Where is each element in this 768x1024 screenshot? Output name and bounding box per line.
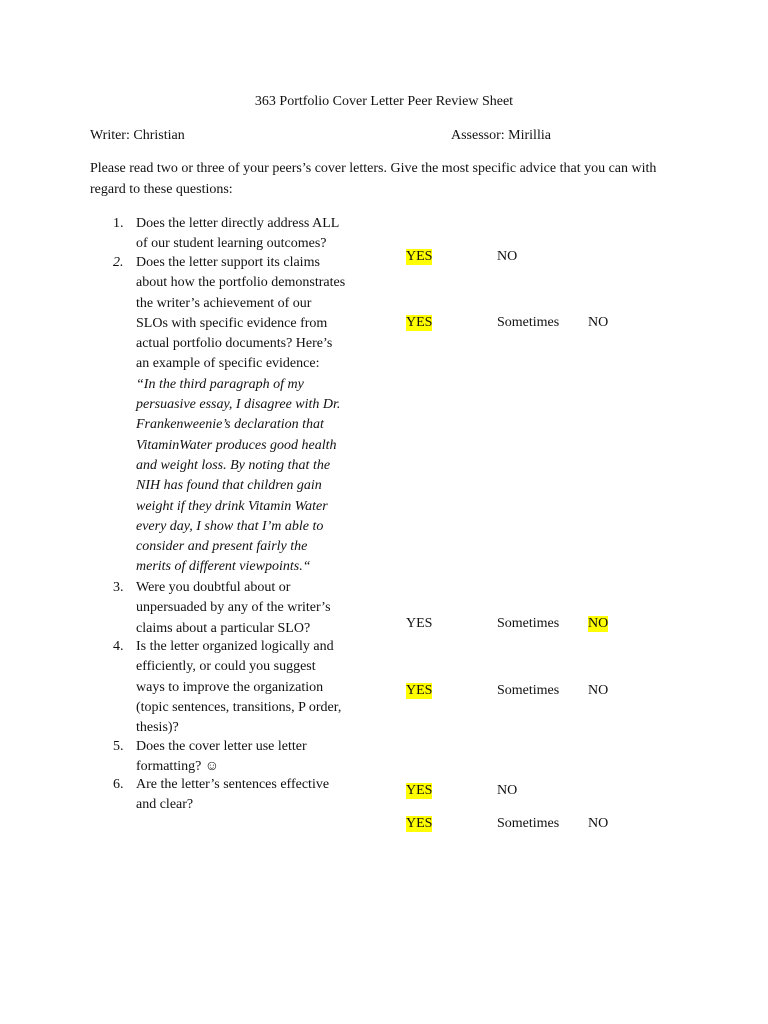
question-number: 3. (113, 580, 124, 595)
question-line: of our student learning outcomes? (136, 236, 327, 252)
question-line: Does the cover letter use letter (136, 739, 307, 754)
question-line: Were you doubtful about or (136, 580, 291, 595)
answer-option[interactable]: NO (588, 683, 609, 698)
question-line: (topic sentences, transitions, P order, (136, 699, 342, 715)
assessor-label: Assessor: Mirillia (451, 128, 551, 143)
question-line: ways to improve the organization (136, 679, 324, 695)
example-line: persuasive essay, I disagree with Dr. (136, 397, 341, 413)
answer-option[interactable]: Sometimes (497, 816, 560, 831)
answer-option-selected[interactable]: NO (588, 616, 609, 631)
example-line: and weight loss. By noting that the (136, 457, 331, 473)
answer-option[interactable]: Sometimes (497, 616, 560, 631)
writer-label: Writer: Christian (90, 128, 185, 143)
question-number: 5. (113, 739, 124, 754)
question-6 (113, 775, 358, 816)
answer-option-selected[interactable]: YES (406, 315, 433, 330)
question-line: Does the letter support its claims (136, 255, 320, 270)
question-line: and clear? (136, 797, 194, 813)
question-line: an example of specific evidence: (136, 356, 320, 372)
question-2 (113, 253, 358, 578)
answer-option-selected[interactable]: YES (406, 816, 433, 831)
answer-option[interactable]: Sometimes (497, 683, 560, 698)
question-3 (113, 578, 358, 639)
instructions-paragraph: Please read two or three of your peers’s cover letters. Give the most specific advice that you can with regard to these questions: (90, 161, 657, 197)
answer-option[interactable]: Sometimes (497, 315, 560, 330)
answer-option[interactable]: NO (588, 315, 609, 330)
question-number: 4. (113, 639, 124, 654)
question-1 (113, 214, 358, 255)
question-line: the writer’s achievement of our (136, 295, 312, 311)
question-line: about how the portfolio demonstrates (136, 275, 346, 291)
answer-option[interactable]: NO (588, 816, 609, 831)
question-line: SLOs with specific evidence from (136, 315, 328, 331)
answer-option[interactable]: YES (406, 616, 433, 631)
page-title: 363 Portfolio Cover Letter Peer Review Sheet (254, 94, 514, 109)
question-line: actual portfolio documents? Here’s (136, 336, 333, 352)
example-line: every day, I show that I’m able to (136, 518, 324, 534)
question-line: thesis)? (136, 720, 179, 736)
question-line: claims about a particular SLO? (136, 620, 311, 636)
example-line: “In the third paragraph of my (136, 376, 304, 392)
question-4 (113, 637, 358, 738)
question-line: formatting? ☺ (136, 759, 220, 775)
answer-option[interactable]: NO (497, 249, 518, 264)
answer-option-selected[interactable]: YES (406, 783, 433, 798)
question-line: unpersuaded by any of the writer’s (136, 600, 331, 616)
answer-option[interactable]: NO (497, 783, 518, 798)
question-5 (113, 737, 358, 778)
example-line: weight if they drink Vitamin Water (136, 498, 328, 514)
answer-option-selected[interactable]: YES (406, 249, 433, 264)
question-line: efficiently, or could you suggest (136, 659, 316, 675)
example-line: merits of different viewpoints.“ (136, 559, 311, 575)
example-line: NIH has found that children gain (136, 478, 322, 494)
question-line: Are the letter’s sentences effective (136, 777, 330, 792)
question-number: 6. (113, 777, 124, 792)
question-line: Does the letter directly address ALL (136, 216, 340, 231)
question-number: 2. (113, 255, 124, 270)
question-number: 1. (113, 216, 124, 231)
example-line: VitaminWater produces good health (136, 437, 337, 453)
question-line: Is the letter organized logically and (136, 639, 334, 654)
answer-option-selected[interactable]: YES (406, 683, 433, 698)
example-line: Frankenweenie’s declaration that (136, 417, 324, 433)
example-line: consider and present fairly the (136, 539, 308, 555)
